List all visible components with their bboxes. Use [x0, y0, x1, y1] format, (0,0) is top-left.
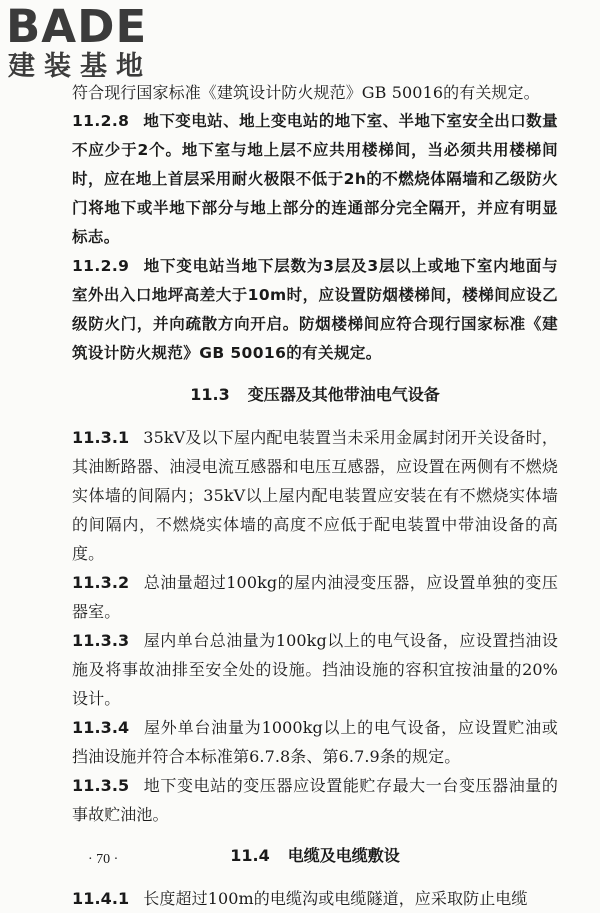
clause-text: 地下变电站、地上变电站的地下室、半地下室安全出口数量不应少于2个。地下室与地上层不应共用楼梯间，当必须共用楼梯间时，应在地上首层采用耐火极限不低于2h的不燃烧体隔墙和乙级防火门将地下或半地下部分与地上部分的连通部分完全隔开，并应有明显标志。	[72, 112, 558, 246]
clause-text: 35kV及以下屋内配电装置当未采用金属封闭开关设备时，其油断路器、油浸电流互感器和电压互感器，应设置在两侧有不燃烧实体墙的间隔内；35kV以上屋内配电装置应安装在有不燃烧实体墙的间隔内，不燃烧实体墙的高度不应低于配电装置中带油设备的高度。	[72, 428, 558, 563]
section-heading-11-3	[72, 380, 558, 409]
clause-number: 11.2.8	[72, 112, 130, 130]
page-number: · 70 ·	[88, 852, 119, 867]
clause-text: 屋内单台总油量为100kg以上的电气设备，应设置挡油设施及将事故油排至安全处的设施。挡油设施的容积宜按油量的20%设计。	[72, 631, 558, 708]
clause-number: 11.3.4	[72, 718, 130, 737]
clause-number: 11.3.2	[72, 573, 130, 592]
clause-11-3-1	[72, 423, 558, 568]
logo-subtitle: 建装基地	[8, 51, 152, 82]
clause-number: 11.3.3	[72, 631, 130, 650]
clause-11-3-3	[72, 626, 558, 713]
clause-number: 11.2.9	[72, 257, 130, 275]
section-number: 11.3	[190, 385, 230, 404]
section-title: 变压器及其他带油电气设备	[247, 385, 440, 404]
clause-text: 地下变电站的变压器应设置能贮存最大一台变压器油量的事故贮油池。	[72, 776, 558, 824]
bade-logo	[6, 2, 176, 90]
clause-number: 11.4.1	[72, 889, 130, 908]
logo-wordmark: BADE	[6, 0, 148, 53]
clause-text: 地下变电站当地下层数为3层及3层以上或地下室内地面与室外出入口地坪高差大于10m时，应设置防烟楼梯间，楼梯间应设乙级防火门，并向疏散方向开启。防烟楼梯间应符合现行国家标准《建筑设计防火规范》GB 50016的有关规定。	[72, 257, 558, 362]
section-heading-11-4	[72, 841, 558, 870]
clause-11-2-9	[72, 252, 558, 368]
section-number: 11.4	[230, 846, 270, 865]
clause-11-3-2	[72, 568, 558, 626]
section-title: 电缆及电缆敷设	[287, 846, 400, 865]
clause-11-2-8	[72, 107, 558, 252]
clause-number: 11.3.1	[72, 428, 130, 447]
clause-11-4-1	[72, 884, 558, 913]
clause-number: 11.3.5	[72, 776, 130, 795]
clause-11-3-5	[72, 771, 558, 829]
clause-text: 屋外单台油量为1000kg以上的电气设备，应设置贮油或挡油设施并符合本标准第6.7.8条、第6.7.9条的规定。	[72, 718, 558, 766]
intro-line: 符合现行国家标准《建筑设计防火规范》GB 50016的有关规定。	[72, 83, 540, 102]
clause-text: 总油量超过100kg的屋内油浸变压器，应设置单独的变压器室。	[72, 573, 558, 621]
clause-11-3-4	[72, 713, 558, 771]
clause-text: 长度超过100m的电缆沟或电缆隧道，应采取防止电缆	[143, 889, 528, 908]
page-body	[72, 78, 558, 913]
